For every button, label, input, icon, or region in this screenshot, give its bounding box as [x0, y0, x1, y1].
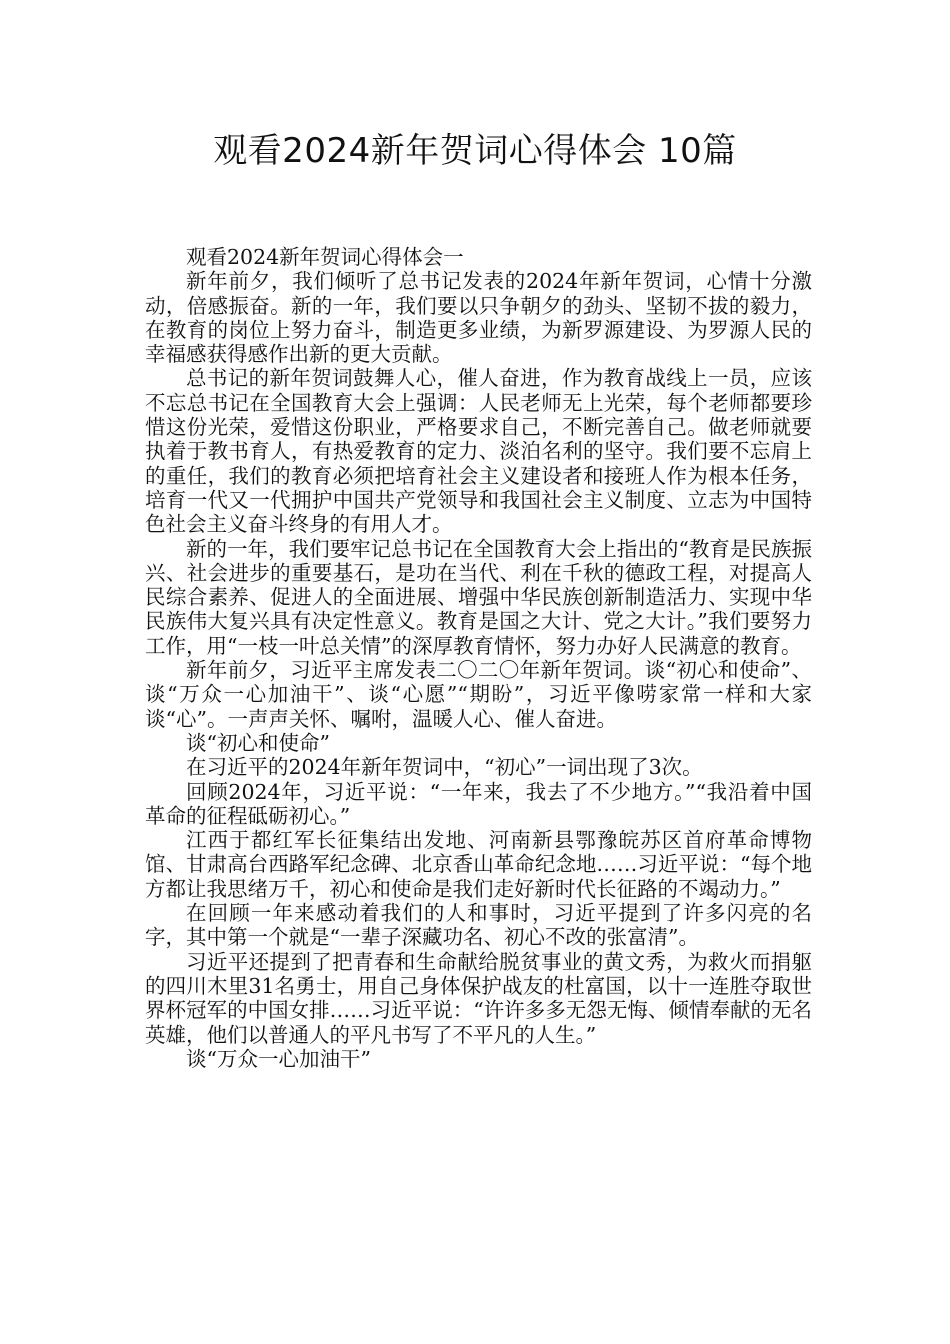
body-paragraph: 在习近平的2024年新年贺词中，“初心”一词出现了3次。 [186, 755, 703, 780]
body-paragraph: 新年前夕，我们倾听了总书记发表的2024年新年贺词，心情十分激动，倍感振奋。新的一年，我们要以只争朝夕的劲头、坚韧不拔的毅力，在教育的岗位上努力奋斗，制造更多业绩，为新罗源建设、为罗源人民的幸福感获得感作出新的更大贡献。 [145, 269, 812, 367]
body-paragraph: 新的一年，我们要牢记总书记在全国教育大会上指出的“教育是民族振兴、社会进步的重要基石，是功在当代、利在千秋的德政工程，对提高人民综合素养、促进人的全面进展、增强中华民族创新制造活力、实现中华民族伟大复兴具有决定性意义。教育是国之大计、党之大计。”我们要努力工作，用“一枝一叶总关情”的深厚教育情怀，努力办好人民满意的教育。 [145, 536, 812, 658]
body-paragraph: 江西于都红军长征集结出发地、河南新县鄂豫皖苏区首府革命博物馆、甘肃高台西路军纪念碑、北京香山革命纪念地……习近平说：“每个地方都让我思绪万千，初心和使命是我们走好新时代长征路的不竭动力。” [145, 828, 812, 901]
section-heading-one: 观看2024新年贺词心得体会一 [186, 245, 464, 269]
body-paragraph: 习近平还提到了把青春和生命献给脱贫事业的黄文秀，为救火而捐躯的四川木里31名勇士，用自己身体保护战友的杜富国，以十一连胜夺取世界杯冠军的中国女排……习近平说：“许许多多无怨无悔、倾情奉献的无名英雄，他们以普通人的平凡书写了不平凡的人生。” [145, 949, 812, 1047]
body-paragraph: 在回顾一年来感动着我们的人和事时，习近平提到了许多闪亮的名字，其中第一个就是“一辈子深藏功名、初心不改的张富清”。 [145, 901, 812, 950]
body-paragraph: 新年前夕，习近平主席发表二〇二〇年新年贺词。谈“初心和使命”、谈“万众一心加油干”、谈“心愿”“期盼”，习近平像唠家常一样和大家谈“心”。一声声关怀、嘱咐，温暖人心、催人奋进。 [145, 658, 812, 731]
subheading-original-aspiration: 谈“初心和使命” [186, 730, 330, 755]
body-paragraph: 回顾2024年，习近平说：“一年来，我去了不少地方。”“我沿着中国革命的征程砥砺初心。” [145, 779, 812, 828]
document-title: 观看2024新年贺词心得体会 10篇 [213, 131, 737, 171]
subheading-united-effort: 谈“万众一心加油干” [186, 1046, 371, 1071]
body-paragraph: 总书记的新年贺词鼓舞人心，催人奋进，作为教育战线上一员，应该不忘总书记在全国教育大会上强调：人民老师无上光荣，每个老师都要珍惜这份光荣，爱惜这份职业，严格要求自己，不断完善自己。做老师就要执着于教书育人，有热爱教育的定力、淡泊名利的坚守。我们要不忘肩上的重任，我们的教育必须把培育社会主义建设者和接班人作为根本任务，培育一代又一代拥护中国共产党领导和我国社会主义制度、立志为中国特色社会主义奋斗终身的有用人才。 [145, 366, 812, 537]
document-body [145, 245, 812, 1071]
